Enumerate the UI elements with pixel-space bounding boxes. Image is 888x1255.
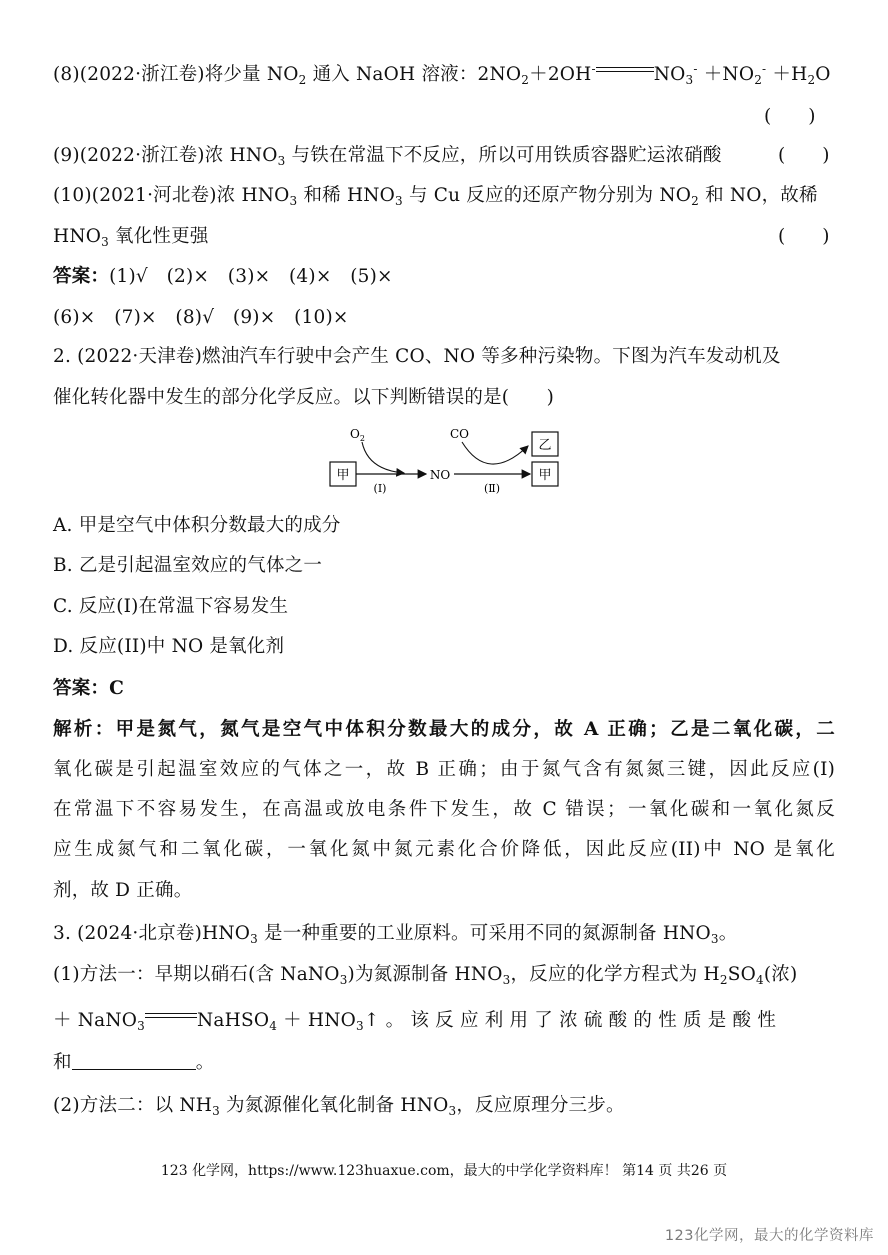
label-co: CO (450, 427, 470, 441)
analysis-line-1: 解析：甲是氮气，氮气是空气中体积分数最大的成分，故 A 正确；乙是二氧化碳，二 (53, 719, 835, 740)
label-jia-right: 甲 (538, 468, 552, 483)
question-2-line-2: 催化转化器中发生的部分化学反应。以下判断错误的是( ) (53, 387, 555, 408)
label-reaction-1: (Ⅰ) (373, 482, 387, 495)
question-10-line-1: (10)(2021·河北卷)浓 $HNO_3$ 和稀 $HNO_3$ 与 Cu 反应的还原产物分别为 $NO_2$ 和 NO，故稀 (53, 185, 818, 208)
analysis-line-3: 在常温下不容易发生，在高温或放电条件下发生，故 C 错误；一氧化碳和一氧化氮反 (53, 799, 835, 820)
label-o2: $O_2$ (350, 427, 365, 443)
option-d: D. 反应(II)中 NO 是氧化剂 (53, 636, 285, 657)
question-3-method-1-line-3: 和 。 (53, 1052, 215, 1073)
question-2-line-1: 2. (2022·天津卷)燃油汽车行驶中会产生 CO、NO 等多种污染物。下图为汽车发动机及 (53, 346, 781, 367)
question-3-method-2: (2)方法二：以 $NH_3$ 为氮源催化氧化制备 $HNO_3$，反应原理分三步。 (53, 1095, 625, 1118)
answers-row-1: 答案：(1)√ (2)× (3)× (4)× (5)× (53, 266, 393, 287)
label-reaction-2: (Ⅱ) (483, 482, 501, 495)
question-3-method-1-line-2: ＋ NaNO$_3$ NaHSO$_4$ ＋ $HNO_3↑$ 。 该 反 应 利 用 了 浓 硫 酸 的 性 质 是 酸 性 (53, 1010, 777, 1033)
equation-yield-sign-2 (145, 1012, 197, 1022)
answer-blank-9: ( ) (778, 145, 830, 166)
fill-in-blank[interactable] (72, 1051, 196, 1070)
watermark: 123化学网，最大的化学资料库 (664, 1228, 874, 1244)
page-footer: 123 化学网，https://www.123huaxue.com，最大的中学化学资料库！ 第14 页 共26 页 (160, 1163, 728, 1179)
equation-yield-sign (596, 66, 654, 76)
nitrate-ion: $NO_3$ (653, 64, 694, 87)
question-8: (8)(2022·浙江卷)将少量 $NO_2$ 通入 NaOH 溶液：$2NO_2+2OH^-$ $NO_3^- +NO_2^- +H_2O$ (53, 62, 831, 87)
analysis-line-4: 应生成氮气和二氧化碳，一氧化氮中氮元素化合价降低，因此反应(II)中 NO 是氧化 (53, 839, 835, 860)
question-10-line-2: $HNO_3$ 氧化性更强 (53, 226, 209, 249)
answer-blank-8: ( ) (764, 106, 816, 127)
label-jia-left: 甲 (336, 468, 350, 483)
label-no: NO (429, 468, 451, 482)
arrow-o2-curve (362, 442, 404, 473)
label-yi: 乙 (538, 438, 552, 453)
answer-q2: 答案：C (53, 678, 125, 699)
analysis-line-2: 氧化碳是引起温室效应的气体之一，故 B 正确；由于氮气含有氮氮三键，因此反应(I) (53, 759, 835, 780)
arrow-co-curve (462, 442, 528, 464)
option-c: C. 反应(I)在常温下容易发生 (53, 596, 289, 617)
option-a: A. 甲是空气中体积分数最大的成分 (53, 515, 341, 536)
option-b: B. 乙是引起温室效应的气体之一 (53, 555, 323, 576)
reaction-diagram (320, 422, 570, 502)
answers-row-2: (6)× (7)× (8)√ (9)× (10)× (53, 307, 349, 328)
question-3-line-1: 3. (2024·北京卷)$HNO_3$ 是一种重要的工业原料。可采用不同的氮源制备 $HNO_3$。 (53, 923, 738, 946)
answer-blank-10: ( ) (778, 226, 830, 247)
question-3-method-1-line-1: (1)方法一：早期以硝石(含 NaNO$_3$)为氮源制备 $HNO_3$，反应的化学方程式为 $H_2SO_4$(浓) (53, 964, 798, 987)
question-9: (9)(2022·浙江卷)浓 $HNO_3$ 与铁在常温下不反应，所以可用铁质容器贮运浓硝酸 (53, 145, 722, 168)
analysis-line-5: 剂，故 D 正确。 (53, 880, 193, 901)
